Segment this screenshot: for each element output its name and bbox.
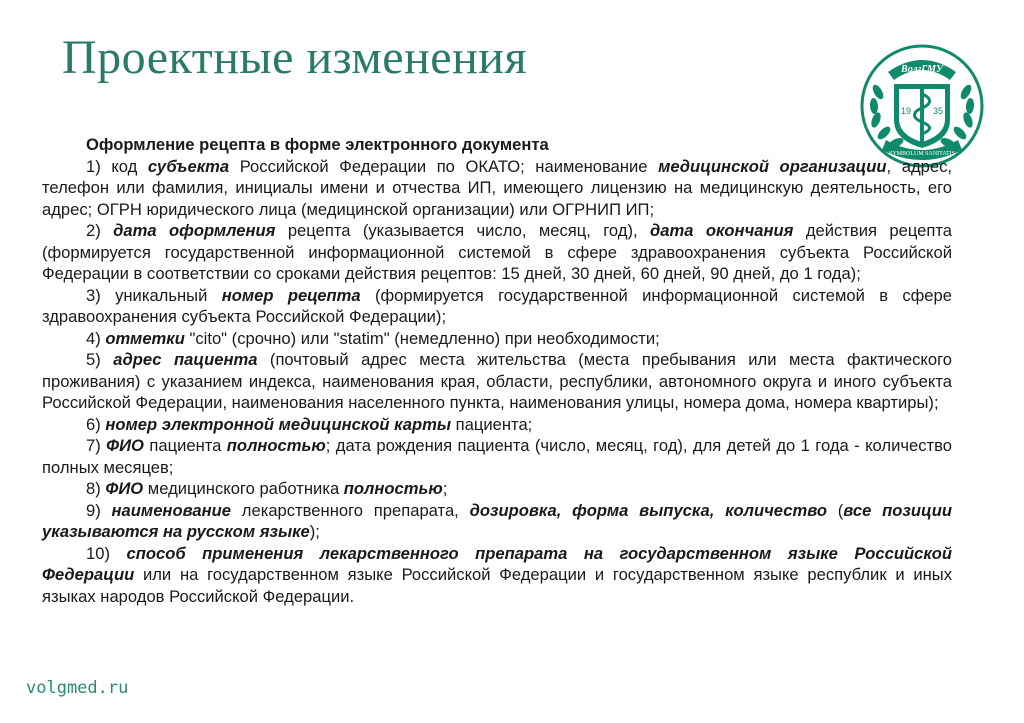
item-text: пациента; [451,414,533,434]
item-text: рецепта (указывается число, месяц, год), [275,221,651,240]
emphasis-text: адрес пациента [113,350,258,369]
item-text: 4) [86,328,106,348]
requirement-item [42,349,952,414]
emphasis-text: дозировка, форма выпуска, количество [469,500,827,520]
seal-year-right: 35 [932,106,944,116]
seal-year-left: 19 [900,106,912,116]
requirements-list [42,156,952,608]
item-text: , адрес, телефон или фамилия, инициалы имени и отчества ИП, имеющего лицензию на медицинскую деятельность, его адрес; ОГРН юридического лица (медицинской организации) или ОГРНИП ИП; [42,156,953,219]
item-text: действия рецепта (формируется государственной информационной системой в сфере здравоохранения субъекта Российской Федерации в соответствии со сроками действия рецептов: 15 дней, 30 дней, 60 дней, 90 дней, до 1 года); [42,221,952,283]
item-text: (почтовый адрес места жительства (места пребывания или места фактического проживания) с указанием индекса, наименования края, области, республики, автономного округа и иного субъекта Российской Федерации, наименования населенного пункта, наименования улицы, номера дома, номера квартиры); [42,350,952,412]
emphasis-text: медицинской организации [658,156,887,176]
item-text: 10) [86,543,127,563]
item-text: 7) [86,436,107,455]
requirement-item [42,478,952,500]
item-text: ; дата рождения пациента (число, месяц, год), для детей до 1 года - количество полных месяцев; [42,436,952,477]
item-text: или на государственном языке Российской Федерации и государственном языке республик и иных языках народов Российской Федерации. [42,565,952,606]
emphasis-text: способ применения лекарственного препарата на государственном языке Российской Федерации [42,543,953,584]
item-text: 8) [86,479,106,498]
item-text: 2) [86,221,114,240]
item-text: ( [826,500,844,520]
emphasis-text: полностью [343,479,443,498]
item-text: медицинского работника [143,479,344,498]
emphasis-text: дата оформления [113,221,276,240]
content-heading: Оформление рецепта в форме электронного документа [86,135,549,154]
seal-top-text: ВолгГМУ [901,64,943,75]
emphasis-text: отметки [105,328,185,348]
emphasis-text: ФИО [105,479,144,498]
item-text: 1) код [86,156,148,176]
emphasis-text: субъекта [147,156,230,176]
emphasis-text: все позиции указываются на русском языке [42,500,952,541]
item-text: (формируется государственной информационной системой в сфере здравоохранения субъекта Российской Федерации); [42,285,952,326]
item-text: ); [309,522,320,541]
emphasis-text: дата окончания [650,221,794,240]
requirement-item [42,328,952,350]
footer-url: volgmed.ru [26,678,129,698]
item-text: пациента [143,436,227,455]
item-text: Российской Федерации по ОКАТО; наименование [229,156,659,176]
requirement-item [42,543,952,608]
item-text: 6) [86,414,106,434]
item-text: лекарственного препарата, [231,500,470,520]
item-text: "cito" (срочно) или "statim" (немедленно) при необходимости; [184,328,660,348]
item-text: ; [442,479,448,498]
item-text: 3) уникальный [86,285,222,305]
item-text: 5) [86,350,114,369]
requirement-item [42,435,952,478]
requirement-item [42,414,952,436]
emphasis-text: полностью [226,436,326,455]
prescription-requirements [42,134,952,607]
seal-bottom-text: SYMBOLUM SANITATIS [888,151,956,157]
slide-title: Проектные изменения [62,31,528,84]
requirement-item [42,156,952,221]
emphasis-text: номер электронной медицинской карты [105,414,452,434]
requirement-item [42,285,952,328]
requirement-item [42,500,952,543]
item-text: 9) [86,500,112,520]
emphasis-text: наименование [111,500,232,520]
requirement-item [42,220,952,285]
emphasis-text: ФИО [106,436,144,455]
emphasis-text: номер рецепта [221,285,361,305]
